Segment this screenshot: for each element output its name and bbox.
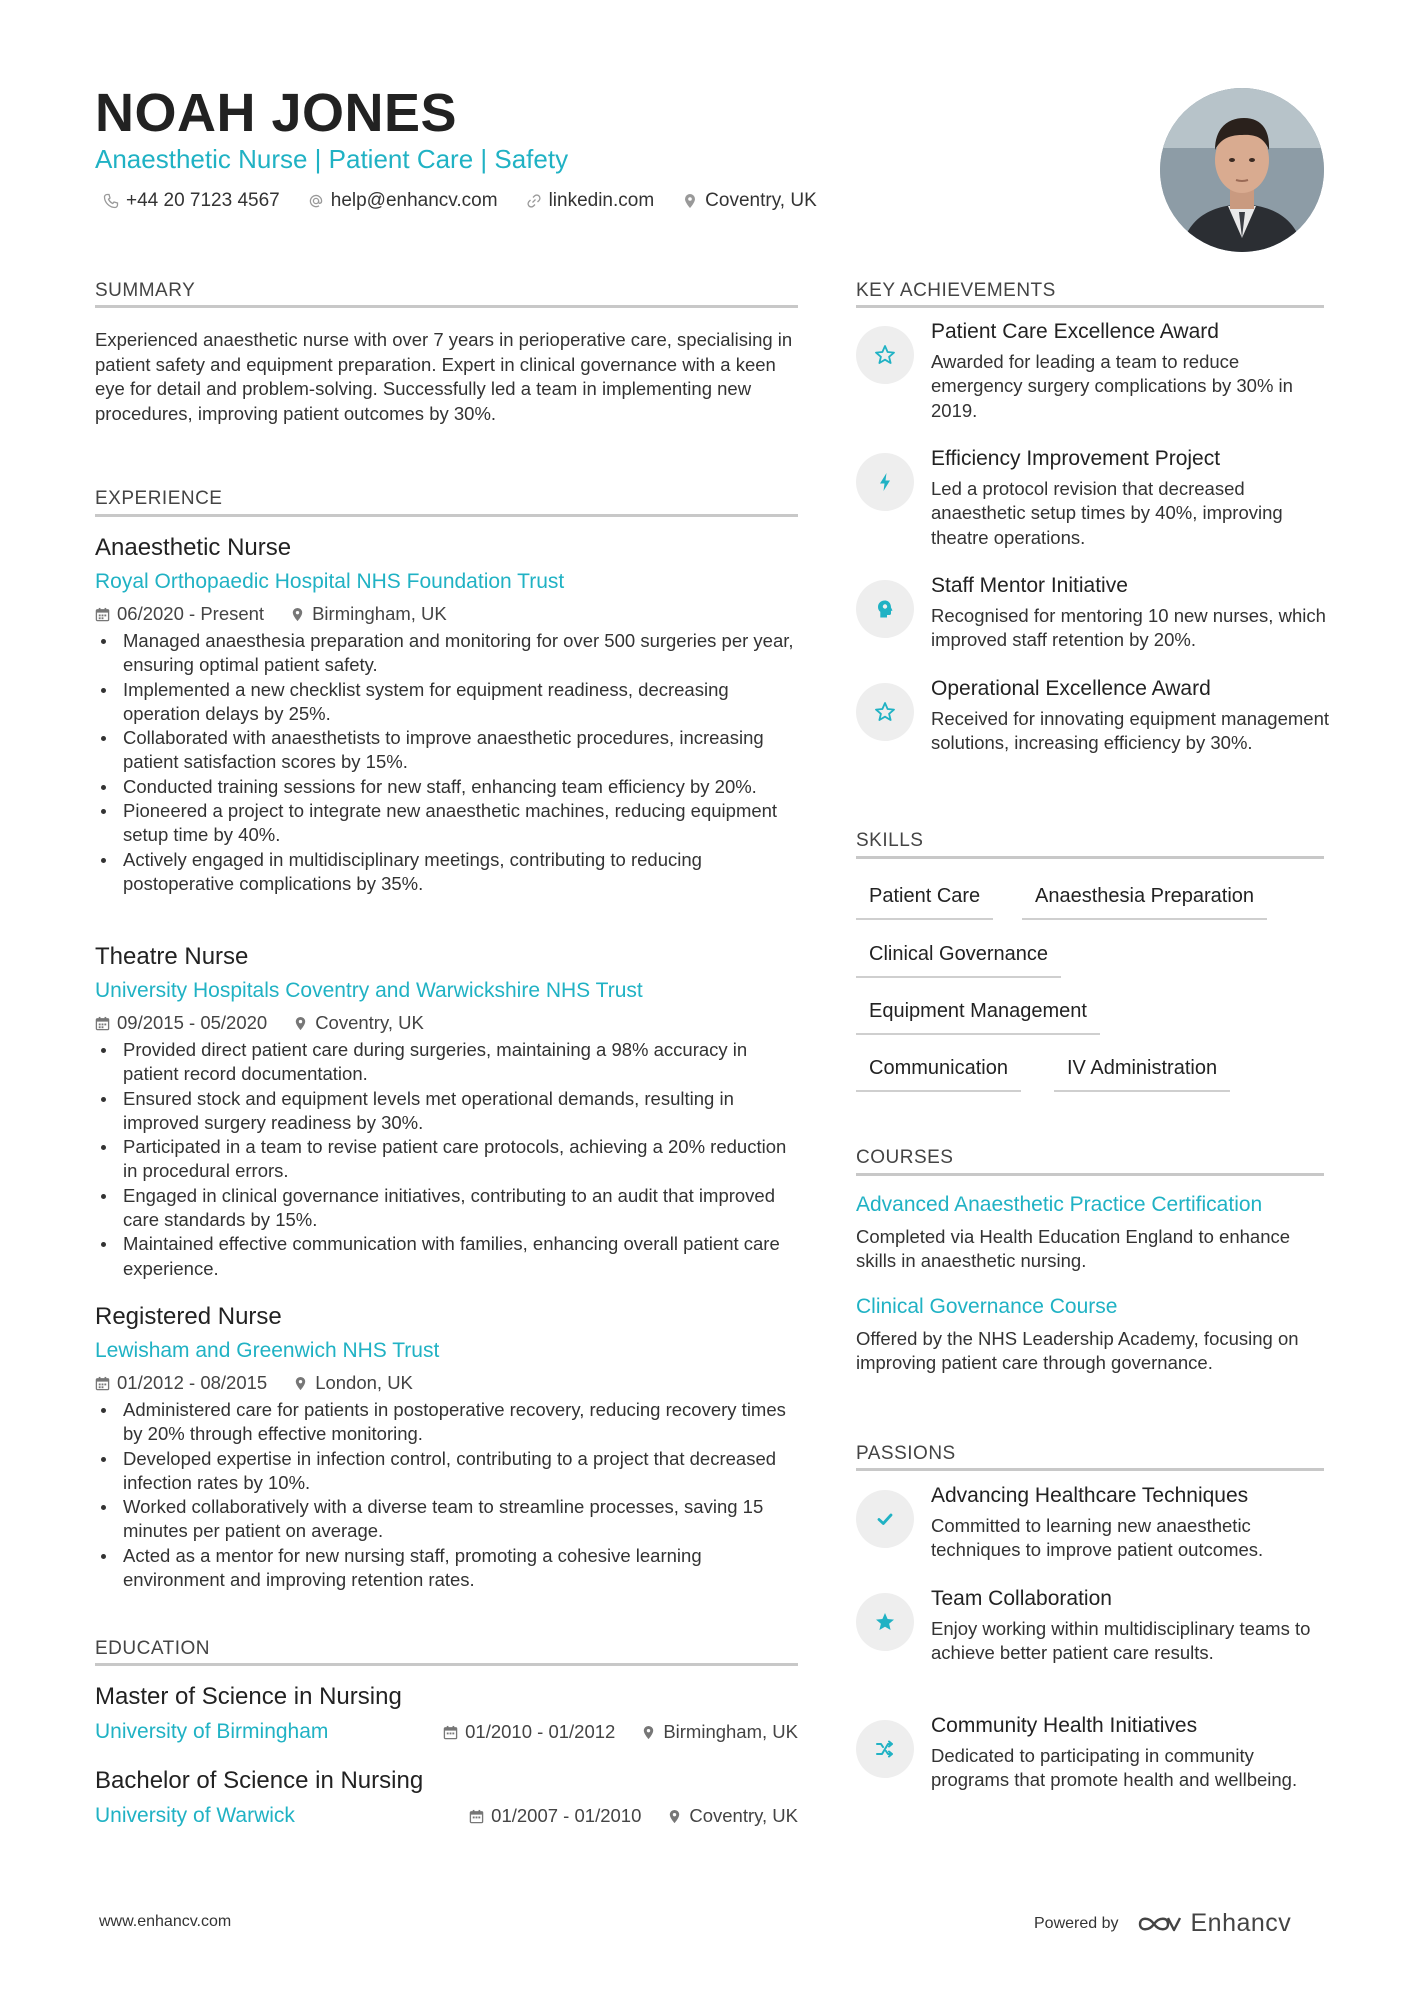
education-heading: EDUCATION [95, 1638, 210, 1659]
job-location [290, 603, 447, 625]
experience-rule [95, 514, 798, 517]
job-bullet: Participated in a team to revise patient care protocols, achieving a 20% reduction in procedural errors. [95, 1135, 798, 1184]
job-location-text: London, UK [315, 1372, 413, 1393]
footer-brand [1034, 1909, 1291, 1938]
summary-heading: SUMMARY [95, 280, 196, 301]
edu-dates [443, 1721, 615, 1743]
job-bullet: Maintained effective communication with families, enhancing overall patient care experience. [95, 1232, 798, 1281]
skill-tag: Communication [856, 1057, 1021, 1092]
brand-name: Enhancv [1190, 1909, 1292, 1937]
job-location [293, 1012, 424, 1034]
job-entry [95, 943, 798, 1281]
job-role: Theatre Nurse [95, 943, 249, 970]
job-bullet: Actively engaged in multidisciplinary meetings, contributing to reducing postoperative complications by 35%. [95, 848, 798, 897]
achievement-title: Operational Excellence Award [931, 677, 1211, 700]
location-pin-icon [682, 193, 698, 209]
linkedin-text: linkedin.com [548, 190, 655, 211]
job-entry [95, 534, 798, 896]
courses-rule [856, 1173, 1324, 1176]
achievement-title: Patient Care Excellence Award [931, 320, 1219, 343]
star-filled-icon [856, 1593, 914, 1651]
job-dates-text: 09/2015 - 05/2020 [117, 1012, 268, 1033]
passion-desc: Committed to learning new anaesthetic techniques to improve patient outcomes. [931, 1515, 1264, 1561]
check-icon [856, 1490, 914, 1548]
job-bullet: Acted as a mentor for new nursing staff, promoting a cohesive learning environment and improving retention rates. [95, 1544, 798, 1593]
passion-body [931, 1714, 1331, 1793]
job-bullet: Provided direct patient care during surgeries, maintaining a 98% accuracy in patient record documentation. [95, 1038, 798, 1087]
skill-tag: Patient Care [856, 885, 993, 920]
powered-by-text: Powered by [1034, 1914, 1119, 1932]
enhancv-logo-icon [1137, 1912, 1183, 1936]
job-bullet: Pioneered a project to integrate new anaesthetic machines, reducing equipment setup time by 40%. [95, 799, 798, 848]
job-bullet: Administered care for patients in postoperative recovery, reducing recovery times by 20% through effective monitoring. [95, 1398, 798, 1447]
profile-photo [1160, 88, 1324, 252]
achievements-rule [856, 305, 1324, 308]
edu-row [95, 1720, 798, 1744]
phone-icon [103, 193, 119, 209]
job-location-text: Birmingham, UK [312, 603, 447, 624]
course-desc: Offered by the NHS Leadership Academy, focusing on improving patient care through governance. [856, 1328, 1299, 1374]
calendar-icon [95, 1016, 110, 1031]
achievement-title: Staff Mentor Initiative [931, 574, 1128, 597]
enhancv-logo[interactable] [1137, 1909, 1292, 1938]
phone-text: +44 20 7123 4567 [126, 190, 280, 211]
edu-location-text: Coventry, UK [689, 1805, 798, 1826]
edu-dates-text: 01/2007 - 01/2010 [491, 1805, 642, 1826]
contact-location [682, 190, 817, 212]
job-bullets [95, 1038, 798, 1281]
candidate-name: NOAH JONES [95, 83, 458, 143]
location-pin-icon [293, 1376, 308, 1391]
skill-tag: IV Administration [1054, 1057, 1230, 1092]
achievement-body [931, 447, 1331, 550]
job-bullet: Conducted training sessions for new staff, enhancing team efficiency by 20%. [95, 775, 798, 799]
calendar-icon [469, 1809, 484, 1824]
summary-rule [95, 305, 798, 308]
passions-heading: PASSIONS [856, 1443, 956, 1464]
education-entry [95, 1767, 798, 1828]
edu-school: University of Warwick [95, 1804, 295, 1827]
edu-dates [469, 1805, 641, 1827]
job-entry [95, 1303, 798, 1592]
course-desc: Completed via Health Education England to enhance skills in anaesthetic nursing. [856, 1226, 1291, 1272]
footer-website[interactable]: www.enhancv.com [99, 1913, 232, 1930]
contact-email[interactable] [308, 190, 498, 212]
shuffle-icon [856, 1720, 914, 1778]
location-text: Coventry, UK [705, 190, 817, 211]
edu-location [641, 1721, 798, 1743]
edu-school: University of Birmingham [95, 1720, 329, 1743]
edu-dates-text: 01/2010 - 01/2012 [465, 1721, 616, 1742]
edu-row [95, 1804, 798, 1828]
skill-tag: Anaesthesia Preparation [1022, 885, 1267, 920]
experience-heading: EXPERIENCE [95, 488, 223, 509]
skills-rule [856, 856, 1324, 859]
contact-linkedin[interactable] [526, 190, 655, 212]
edu-meta [443, 1721, 798, 1743]
passion-desc: Dedicated to participating in community programs that promote health and wellbeing. [931, 1745, 1298, 1791]
location-pin-icon [667, 1809, 682, 1824]
achievement-body [931, 574, 1331, 653]
contact-phone [103, 190, 280, 212]
contact-row [103, 190, 817, 212]
edu-degree: Bachelor of Science in Nursing [95, 1767, 424, 1794]
achievement-desc: Led a protocol revision that decreased anaesthetic setup times by 40%, improving theatre operations. [931, 478, 1283, 548]
job-bullet: Engaged in clinical governance initiatives, contributing to an audit that improved care standards by 15%. [95, 1184, 798, 1233]
passion-body [931, 1587, 1331, 1666]
calendar-icon [443, 1725, 458, 1740]
job-role: Registered Nurse [95, 1303, 282, 1330]
job-bullet: Managed anaesthesia preparation and monitoring for over 500 surgeries per year, ensuring optimal patient safety. [95, 629, 798, 678]
skill-tag: Equipment Management [856, 1000, 1100, 1035]
education-rule [95, 1663, 798, 1666]
summary-text: Experienced anaesthetic nurse with over 7 years in perioperative care, specialising in patient safety and equipment preparation. Expert in clinical governance with a keen eye for detail and problem-solving. Successfully led a team in implementing new procedures, improving patient outcomes by 30%. [95, 329, 793, 424]
courses-heading: COURSES [856, 1147, 954, 1168]
job-bullet: Implemented a new checklist system for equipment readiness, decreasing operation delays by 25%. [95, 678, 798, 727]
job-bullet: Developed expertise in infection control, contributing to a project that decreased infection rates by 10%. [95, 1447, 798, 1496]
achievement-desc: Received for innovating equipment management solutions, increasing efficiency by 30%. [931, 708, 1329, 754]
at-icon [308, 193, 324, 209]
skill-tag: Clinical Governance [856, 943, 1061, 978]
star-outline-icon [856, 326, 914, 384]
passion-title: Team Collaboration [931, 1587, 1112, 1610]
passion-body [931, 1484, 1331, 1563]
education-entry [95, 1683, 798, 1744]
head-icon [856, 580, 914, 638]
job-bullet: Ensured stock and equipment levels met operational demands, resulting in improved surgery readiness by 30%. [95, 1087, 798, 1136]
achievement-title: Efficiency Improvement Project [931, 447, 1221, 470]
lightning-icon [856, 453, 914, 511]
job-location-text: Coventry, UK [315, 1012, 424, 1033]
headline: Anaesthetic Nurse | Patient Care | Safety [95, 144, 569, 174]
job-meta [95, 1012, 798, 1034]
course-item [856, 1193, 1324, 1274]
passion-title: Advancing Healthcare Techniques [931, 1484, 1249, 1507]
job-bullets [95, 629, 798, 896]
passions-rule [856, 1468, 1324, 1471]
portrait-icon [1160, 88, 1324, 252]
job-location [293, 1372, 413, 1394]
job-company: Royal Orthopaedic Hospital NHS Foundation Trust [95, 570, 565, 593]
edu-degree: Master of Science in Nursing [95, 1683, 402, 1710]
passion-title: Community Health Initiatives [931, 1714, 1198, 1737]
job-dates [95, 603, 264, 625]
job-company: Lewisham and Greenwich NHS Trust [95, 1339, 440, 1362]
edu-meta [469, 1805, 798, 1827]
edu-location-text: Birmingham, UK [663, 1721, 798, 1742]
calendar-icon [95, 607, 110, 622]
job-bullets [95, 1398, 798, 1592]
passion-desc: Enjoy working within multidisciplinary teams to achieve better patient care results. [931, 1618, 1311, 1664]
edu-location [667, 1805, 798, 1827]
location-pin-icon [293, 1016, 308, 1031]
achievement-desc: Recognised for mentoring 10 new nurses, which improved staff retention by 20%. [931, 605, 1326, 651]
job-meta [95, 603, 798, 625]
course-title: Clinical Governance Course [856, 1295, 1118, 1318]
achievement-body [931, 320, 1331, 423]
job-dates [95, 1372, 267, 1394]
job-dates-text: 01/2012 - 08/2015 [117, 1372, 268, 1393]
email-text: help@enhancv.com [330, 190, 498, 211]
star-outline-icon [856, 683, 914, 741]
job-company: University Hospitals Coventry and Warwickshire NHS Trust [95, 979, 643, 1002]
location-pin-icon [290, 607, 305, 622]
course-title: Advanced Anaesthetic Practice Certification [856, 1193, 1263, 1216]
job-dates [95, 1012, 267, 1034]
achievement-body [931, 677, 1331, 756]
job-dates-text: 06/2020 - Present [117, 603, 265, 624]
calendar-icon [95, 1376, 110, 1391]
job-bullet: Collaborated with anaesthetists to improve anaesthetic procedures, increasing patient satisfaction scores by 15%. [95, 726, 798, 775]
job-role: Anaesthetic Nurse [95, 534, 292, 561]
achievements-heading: KEY ACHIEVEMENTS [856, 280, 1056, 301]
location-pin-icon [641, 1725, 656, 1740]
link-icon [526, 193, 542, 209]
job-bullet: Worked collaboratively with a diverse team to streamline processes, saving 15 minutes per patient on average. [95, 1495, 798, 1544]
course-item [856, 1295, 1324, 1376]
job-meta [95, 1372, 798, 1394]
skills-heading: SKILLS [856, 830, 924, 851]
achievement-desc: Awarded for leading a team to reduce emergency surgery complications by 30% in 2019. [931, 351, 1293, 421]
